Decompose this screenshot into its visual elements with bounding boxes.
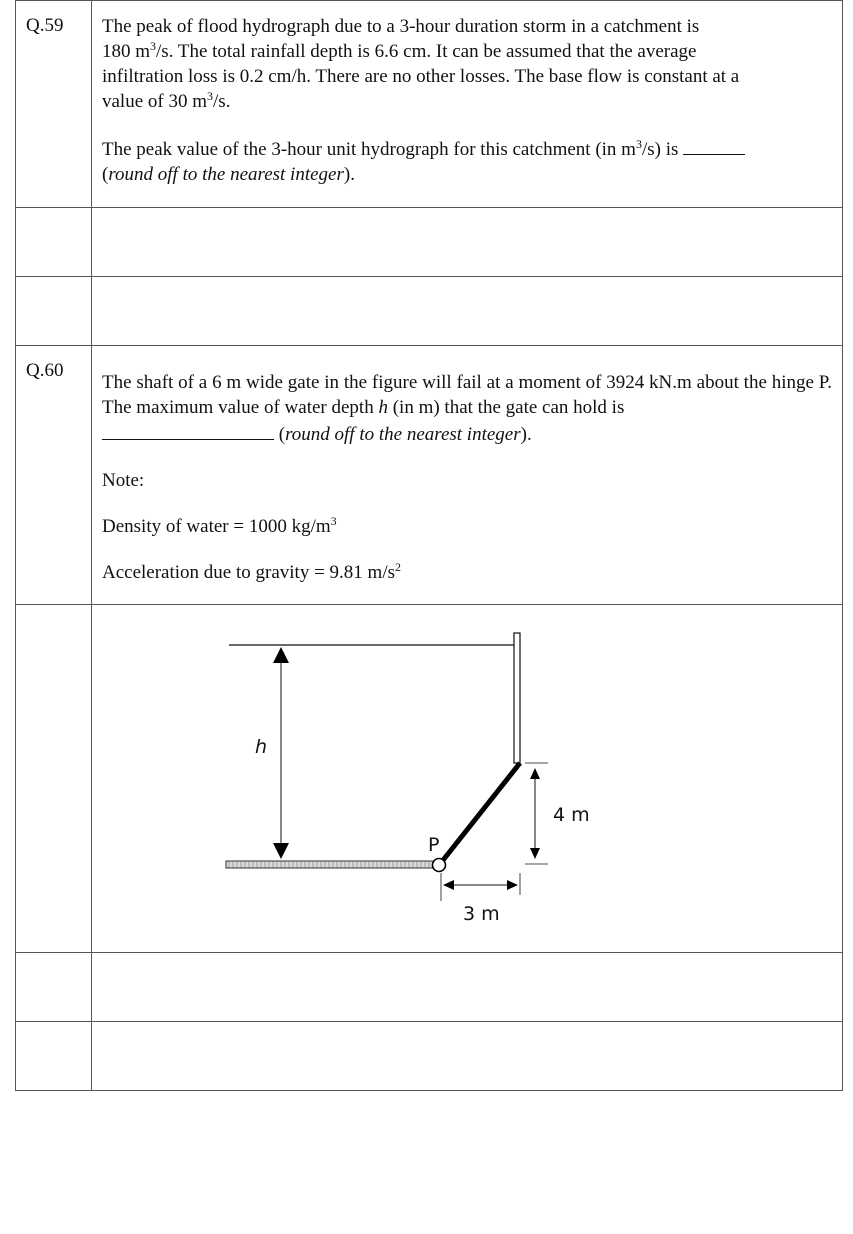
figure-cell xyxy=(92,605,843,953)
q60-statement: The shaft of a 6 m wide gate in the figure will fail at a moment of 3924 kN.m about the hinge P. The maximum value of water depth h (in m) that the gate can hold is (round off to the nearest integer). xyxy=(102,372,832,445)
vertical-wall xyxy=(514,633,520,763)
gate-figure xyxy=(92,605,842,952)
gate-diagram xyxy=(92,605,842,952)
label-4m: 4 m xyxy=(553,804,590,826)
spacer-row xyxy=(16,953,843,1022)
floor-slab xyxy=(226,861,434,868)
q59-statement: The peak of flood hydrograph due to a 3-hour duration storm in a catchment is 180 $m^3/s$. The total rainfall depth is 6.6 cm. It can be assumed that the average infiltration loss is 0.2 cm/h. There are no other losses. The base flow is constant at a value of 30 $m^3/s$. xyxy=(102,16,740,112)
h-arrow-top xyxy=(273,647,289,663)
spacer-row xyxy=(16,208,843,277)
question-number-q60: Q.60 xyxy=(26,360,64,381)
spacer-row xyxy=(16,277,843,346)
question-body-q59 xyxy=(92,1,843,208)
q60-note-label: Note: xyxy=(102,470,145,491)
spacer-row xyxy=(16,1022,843,1091)
question-sheet xyxy=(15,0,842,1091)
4m-arrow-bottom xyxy=(530,848,540,859)
figure-row-q60 xyxy=(16,605,843,953)
hinge-p xyxy=(433,859,446,872)
q59-question: The peak value of the 3-hour unit hydrograph for this catchment (in $m^3/s$) is (round off to the nearest integer). xyxy=(102,135,832,187)
q60-gravity: Acceleration due to gravity = 9.81 $m/s^2$ xyxy=(102,560,401,583)
3m-arrow-right xyxy=(507,880,518,890)
label-3m: 3 m xyxy=(463,903,500,925)
answer-blank-q59 xyxy=(683,135,745,155)
3m-arrow-left xyxy=(443,880,454,890)
question-number-cell xyxy=(16,1,92,208)
answer-blank-q60 xyxy=(102,420,274,440)
label-h: h xyxy=(255,736,268,758)
label-p: P xyxy=(428,834,440,856)
question-number-cell xyxy=(16,346,92,605)
inclined-gate xyxy=(440,763,520,864)
question-row-q59 xyxy=(16,1,843,208)
h-arrow-bottom xyxy=(273,843,289,859)
4m-arrow-top xyxy=(530,768,540,779)
q60-density: Density of water = 1000 $kg/m^3$ xyxy=(102,514,337,537)
question-number-q59: Q.59 xyxy=(26,15,64,36)
question-body-q60 xyxy=(92,346,843,605)
question-table xyxy=(15,0,843,1091)
question-row-q60 xyxy=(16,346,843,605)
